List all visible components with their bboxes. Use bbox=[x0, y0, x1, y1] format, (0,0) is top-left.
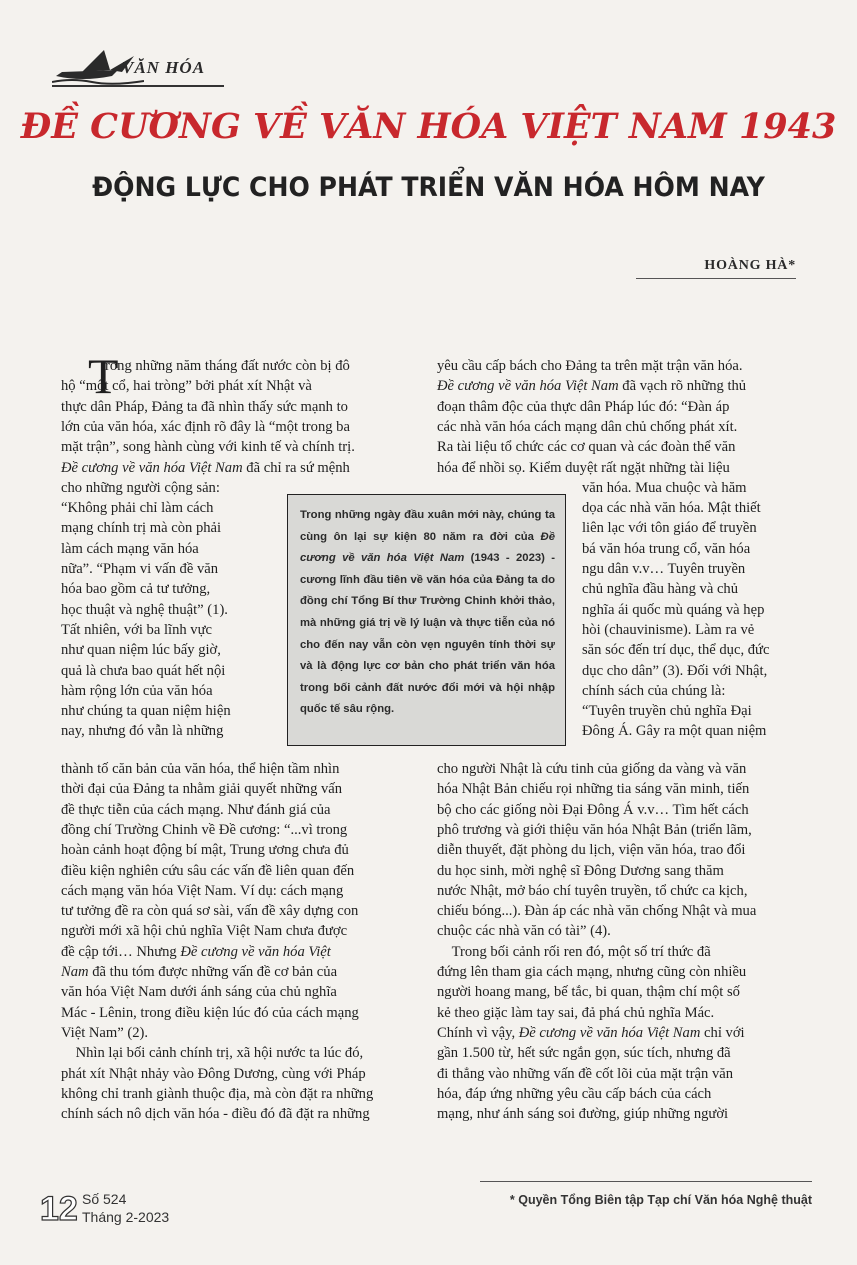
body-text-line: đồng chí Trường Chinh về Đề cương: “...vì trong bbox=[61, 821, 348, 838]
body-text-line: Đông Á. Gây ra một quan niệm bbox=[582, 723, 767, 740]
author-name: HOÀNG HÀ* bbox=[704, 258, 796, 273]
body-text-line: như chúng ta quan niệm hiện bbox=[61, 703, 231, 720]
drop-cap: T bbox=[88, 348, 119, 404]
body-text-line: phát xít Nhật nhảy vào Đông Dương, cùng với Pháp bbox=[61, 1065, 366, 1082]
body-text-line: “Tuyên truyền chủ nghĩa Đại bbox=[582, 703, 752, 720]
body-text-line: chuộc các nhà văn có tài” (4). bbox=[437, 923, 611, 940]
body-text-line: du học sinh, mời nghệ sĩ Đông Dương sang thăm bbox=[437, 862, 724, 879]
body-text-line: hóa, đáp ứng những yêu cầu cấp bách của cách bbox=[437, 1085, 712, 1102]
body-text-line: chính sách nô dịch văn hóa - điều đó đã đặt ra những bbox=[61, 1106, 370, 1123]
body-text-line: Đề cương về văn hóa Việt Nam đã chỉ ra sứ mệnh bbox=[61, 459, 350, 476]
footnote: * Quyền Tổng Biên tập Tạp chí Văn hóa Nghệ thuật bbox=[509, 1193, 812, 1207]
body-text-line: cho người Nhật là cứu tinh của giống da vàng và văn bbox=[437, 761, 747, 777]
body-text-line: cách mạng văn hóa Việt Nam. Ví dụ: cách mạng bbox=[61, 882, 344, 899]
body-text-line: Nam đã thu tóm được những vấn đề cơ bản của bbox=[61, 964, 338, 980]
body-text-line: liên lạc với tôn giáo để truyền bbox=[582, 520, 757, 537]
body-text-line: nước Nhật, mở báo chí tuyên truyền, tổ chức ca kịch, bbox=[437, 882, 748, 899]
body-text-line: văn hóa Việt Nam dưới ánh sáng của chủ nghĩa bbox=[61, 984, 337, 1001]
page-number: 12 bbox=[40, 1190, 78, 1228]
issue-date: Tháng 2-2023 bbox=[82, 1209, 170, 1225]
body-text-line: “Không phải chỉ làm cách bbox=[61, 500, 214, 517]
body-text-line: mạng, như ánh sáng soi đường, giúp những người bbox=[437, 1106, 729, 1123]
body-text-line: mặt trận”, song hành cùng với kinh tế và chính trị. bbox=[61, 439, 355, 456]
body-text-line: bá văn hóa trung cổ, văn hóa bbox=[582, 540, 751, 557]
body-text-line: đi thẳng vào những vấn đề cốt lõi của mặt trận văn bbox=[437, 1065, 734, 1082]
body-text-line: Trong bối cảnh rối ren đó, một số trí thức đã bbox=[437, 943, 711, 960]
body-text-line: hóa bao gồm cả tư tưởng, bbox=[61, 581, 211, 598]
body-text-line: yêu cầu cấp bách cho Đảng ta trên mặt trận văn hóa. bbox=[437, 358, 743, 374]
body-text-line: như quan niệm lúc bấy giờ, bbox=[61, 642, 221, 659]
body-text-line: thành tố căn bản của văn hóa, thể hiện tầm nhìn bbox=[61, 761, 340, 777]
body-text-line: Ra tài liệu tổ chức các cơ quan và các đoàn thể văn bbox=[437, 439, 736, 456]
section-divider bbox=[52, 85, 224, 87]
body-text-line: cho những người cộng sản: bbox=[61, 479, 220, 496]
body-text-line: hộ “một cổ, hai tròng” bởi phát xít Nhật và bbox=[61, 378, 312, 395]
body-text-line: gần 1.500 từ, hết sức ngắn gọn, súc tích, nhưng đã bbox=[437, 1045, 731, 1062]
body-text-line: Nhìn lại bối cảnh chính trị, xã hội nước ta lúc đó, bbox=[61, 1045, 364, 1062]
body-text-line: nay, nhưng đó vẫn là những bbox=[61, 723, 224, 740]
body-text-line: phô trương và giới thiệu văn hóa Nhật Bản (triển lãm, bbox=[437, 821, 752, 838]
body-text-line: lớn của văn hóa, xác định rõ đây là “một trong ba bbox=[61, 418, 350, 435]
body-text-line: dọa các nhà văn hóa. Mật thiết bbox=[582, 500, 761, 517]
body-text-line: đoạn thâm độc của thực dân Pháp lúc đó: “Đàn áp bbox=[437, 398, 730, 415]
body-text-line: học thuật và nghệ thuật” (1). bbox=[61, 601, 228, 618]
body-text-line: chính sách của chúng là: bbox=[582, 682, 726, 699]
pull-quote-text bbox=[300, 505, 555, 721]
body-text-line: văn hóa. Mua chuộc và hăm bbox=[582, 479, 747, 496]
body-text-line: dục cho dân” (3). Đối với Nhật, bbox=[582, 662, 768, 679]
body-text-line: tư tưởng đề ra còn quá sơ sài, vấn đề xây dựng con bbox=[61, 903, 359, 920]
issue-number: Số 524 bbox=[82, 1191, 127, 1207]
footer-divider bbox=[480, 1181, 812, 1182]
body-text-line: bộ cho các giống nòi Đại Đông Á v.v… Tìm hết cách bbox=[437, 801, 749, 818]
body-text-line: mạng chính trị mà còn phải bbox=[61, 520, 222, 537]
article-title: ĐỀ CƯƠNG VỀ VĂN HÓA VIỆT NAM 1943 bbox=[20, 106, 837, 147]
body-text-line: người hoang mang, bế tắc, bi quan, thậm chí một số bbox=[437, 984, 740, 1001]
body-text-line: Việt Nam” (2). bbox=[61, 1024, 149, 1041]
body-text-line: đề cập tới… Nhưng Đề cương về văn hóa Việt bbox=[61, 943, 331, 960]
body-text-line: ngu dân v.v… Tuyên truyền bbox=[582, 561, 746, 577]
body-text-line: kẻ theo giặc làm tay sai, đả phá chủ nghĩa Mác. bbox=[437, 1004, 715, 1021]
body-text-line: Đề cương về văn hóa Việt Nam đã vạch rõ những thủ bbox=[437, 378, 747, 395]
body-text-line: săn sóc đến trí dục, thể dục, đức bbox=[582, 642, 770, 659]
body-text-line: hoàn cảnh hoạt động bí mật, Trung ương chưa đủ bbox=[61, 842, 349, 859]
body-text-line: đề thực tiễn của cách mạng. Như đánh giá của bbox=[61, 801, 331, 818]
body-text-line: diễn thuyết, đặt phòng du lịch, viện văn hóa, trao đổi bbox=[437, 842, 746, 859]
body-text-line: nữa”. “Phạm vi vấn đề văn bbox=[61, 561, 219, 577]
body-text-line: hàm rộng lớn của văn hóa bbox=[61, 682, 213, 699]
body-text-line: hóa Nhật Bản chiếu rọi những tia sáng văn minh, tiến bbox=[437, 781, 750, 798]
pull-quote-part: (1943 - 2023) - cương lĩnh đầu tiên về văn hóa của Đảng ta do đồng chí Tổng Bí thư Trường Chinh khởi thảo, mà những giá trị về lý luận và thực tiễn của nó cho đến nay vẫn còn vẹn nguyên tính thời sự và là động lực cơ bản cho phát triển văn hóa trong bối cảnh đất nước đổi mới và hội nhập quốc tế sâu rộng. bbox=[300, 552, 555, 716]
body-text-line: thực dân Pháp, Đảng ta đã nhìn thấy sức mạnh to bbox=[61, 398, 348, 415]
body-text-line: rong những năm tháng đất nước còn bị đô bbox=[105, 358, 350, 374]
pull-quote-part: Trong những ngày đầu xuân mới này, chúng ta cùng ôn lại sự kiện 80 năm ra đời của bbox=[300, 509, 555, 543]
body-text-line: người mới xã hội chủ nghĩa Việt Nam chưa được bbox=[61, 923, 348, 940]
body-text-line: Tất nhiên, với ba lĩnh vực bbox=[61, 621, 212, 638]
body-text-line: làm cách mạng văn hóa bbox=[61, 540, 199, 557]
body-text-line: nghĩa ái quốc mù quáng và hẹp bbox=[582, 601, 765, 618]
body-text-line: hòi (chauvinisme). Làm ra vẻ bbox=[582, 621, 755, 638]
body-text-line: Mác - Lênin, trong điều kiện lúc đó của cách mạng bbox=[61, 1004, 359, 1021]
body-text-line: điều kiện nghiên cứu sâu các vấn đề liên quan đến bbox=[61, 862, 355, 879]
pull-quote-box bbox=[287, 494, 566, 746]
pull-quote-italic: Đề cương về văn hóa Việt Nam bbox=[300, 530, 555, 565]
body-text-line: quả là chưa bao quát hết nội bbox=[61, 662, 226, 679]
section-label: VĂN HÓA bbox=[122, 58, 206, 77]
body-text-line: hóa để nhồi sọ. Kiểm duyệt rất ngặt những tài liệu bbox=[437, 459, 730, 476]
author-divider bbox=[636, 278, 796, 279]
body-text-line: thời đại của Đảng ta nhằm giải quyết những vấn bbox=[61, 781, 343, 798]
body-text-line: Chính vì vậy, Đề cương về văn hóa Việt Nam chỉ với bbox=[437, 1024, 745, 1041]
article-subtitle: ĐỘNG LỰC CHO PHÁT TRIỂN VĂN HÓA HÔM NAY bbox=[92, 172, 765, 203]
body-text-line: các nhà văn hóa cách mạng dân chủ chống phát xít. bbox=[437, 418, 738, 435]
body-text-line: chiếu bóng...). Đàn áp các nhà văn chống Nhật và mua bbox=[437, 903, 757, 920]
body-text-line: chủ nghĩa đầu hàng và chủ bbox=[582, 581, 739, 598]
body-text-line: không chỉ tranh giành thuộc địa, mà còn đặt ra những bbox=[61, 1085, 374, 1102]
body-text-line: đứng lên tham gia cách mạng, nhưng cũng còn nhiều bbox=[437, 964, 747, 980]
